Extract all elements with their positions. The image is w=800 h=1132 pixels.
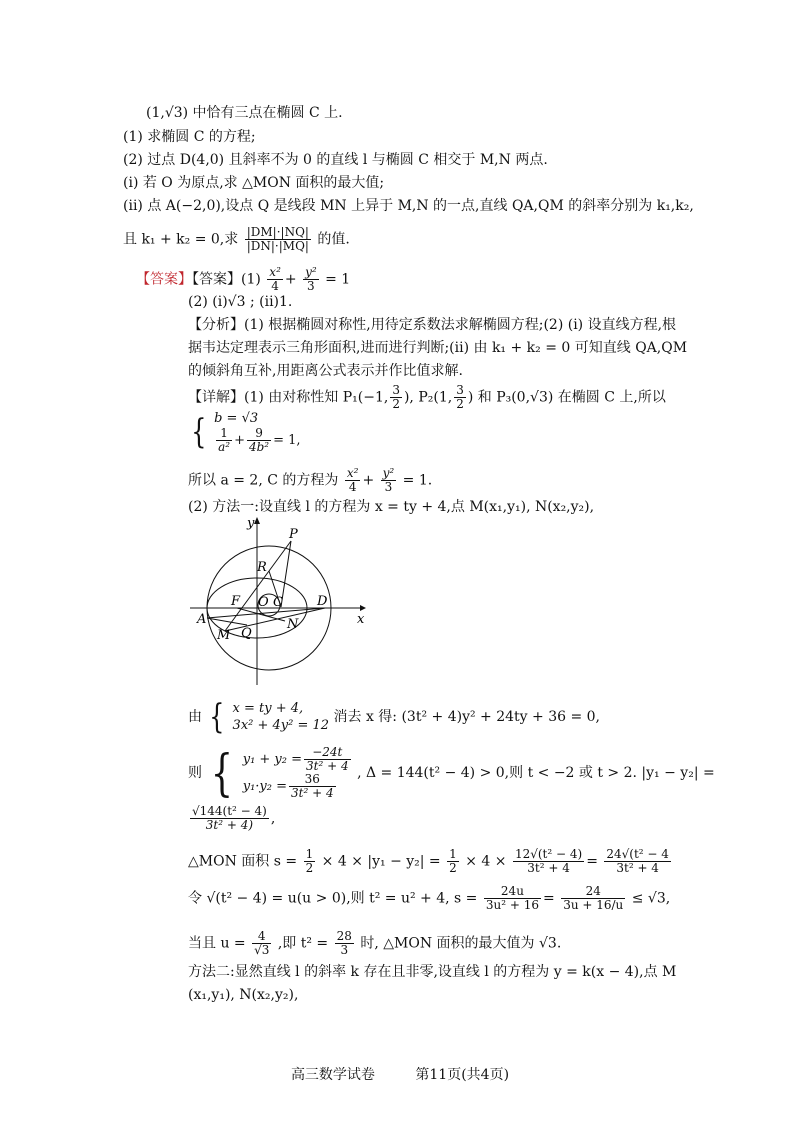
half-frac-a [304, 848, 316, 875]
footer-title: 高三数学试卷 [290, 1067, 375, 1083]
frac-3-2-a [390, 384, 402, 411]
system-b-row-1: x = ty + 4, [232, 701, 304, 716]
substitution-a: 令 √(t² − 4) = u(u > 0),则 t² = u² + 4, s = [188, 890, 478, 907]
footer-page-number: 第11页(共4页) [415, 1067, 510, 1083]
analysis-line-2: 据韦达定理表示三角形面积,进而进行判断;(ii) 由 k₁ + k₂ = 0 可知直线 QA,QM [188, 340, 688, 356]
label-m: M [217, 628, 231, 643]
sub-frac-2-den: 3u + 16/u [563, 898, 624, 912]
abs-diff-den: 3t² + 4) [205, 818, 254, 832]
detail-frac-y-den: 3 [384, 480, 393, 494]
label-r: R [257, 560, 267, 575]
system-a-rows [214, 410, 300, 454]
system-b-row-2: 3x² + 4y² = 12 [232, 718, 330, 733]
problem-line-3: (2) 过点 D(4,0) 且斜率不为 0 的直线 l 与椭圆 C 相交于 M,N 两点. [123, 152, 548, 168]
abs-diff-line: $\frac{\text{√144(t² − 4)}}{\text{3t² + 4)}}$ , [192, 804, 276, 832]
frac-1-a2-num: 1 [216, 427, 232, 441]
substitution-b: ≤ √3, [631, 890, 671, 907]
sub-frac-1-num: 24u [484, 885, 541, 899]
area-c: × 4 × [465, 853, 507, 870]
analysis-line-1: 【分析】(1) 根据椭圆对称性,用待定系数法求解椭圆方程;(2) (i) 设直线方程,根 [188, 317, 677, 333]
problem-line-2: (1) 求椭圆 C 的方程; [123, 129, 256, 145]
answer-line-1: 【答案】【答案】(1) $\frac{\text{x²}}{4}$ + $\frac{\text{y²}}{3}$ = 1 [136, 265, 351, 293]
label-d: D [317, 594, 328, 609]
analysis-line-3: 的倾斜角互补,用距离公式表示并作比值求解. [188, 363, 463, 379]
abs-diff-frac [190, 805, 269, 832]
x-axis-arrow [360, 605, 366, 611]
detail-line-1-a: 【详解】(1) 由对称性知 P₁(−1, [188, 389, 389, 406]
ratio-numerator: |DM|·|NQ| [246, 225, 309, 239]
problem-line-1: (1,√3) 中恰有三点在椭圆 C 上. [146, 105, 343, 121]
brace-a: { [191, 412, 207, 452]
problem-line-5: (ii) 点 A(−2,0),设点 Q 是线段 MN 上异于 M,N 的一点,直线 QA,QM 的斜率分别为 k₁,k₂, [123, 198, 694, 214]
ellipse-circle-figure [185, 515, 375, 690]
detail-frac-y [381, 467, 397, 494]
max-frac-2 [335, 930, 354, 957]
area-frac-2-num: 24√(t² − 4 [606, 847, 669, 861]
system-a-row-2-rhs: = 1 [273, 433, 297, 448]
maximum-b: ,即 t² = [277, 935, 329, 952]
line-m-d [225, 608, 325, 631]
area-b: × 4 × |y₁ − y₂| = [321, 853, 441, 870]
segment-r-p [269, 541, 291, 571]
vieta-line [188, 746, 715, 800]
page-footer [0, 1064, 800, 1084]
half-frac-b [447, 848, 459, 875]
max-frac-1-num: 4 [252, 930, 271, 944]
area-frac-1 [513, 848, 584, 875]
abs-diff-num: √144(t² − 4) [192, 804, 267, 818]
frac-3-2-a-den: 2 [392, 397, 400, 411]
system-c-row-1 [243, 746, 353, 773]
detail-frac-x-den: 4 [348, 480, 357, 494]
vieta-pre: 则 [188, 765, 202, 781]
ratio-fraction [245, 226, 311, 253]
system-c-row-2 [243, 773, 353, 800]
system-a-row-1: b = √3 [214, 411, 259, 426]
area-a: △MON 面积 s = [188, 853, 298, 870]
maximum-line [188, 930, 561, 957]
segment-a-q [207, 618, 247, 625]
system-c-row-1-lhs: y₁ + y₂ = [242, 752, 303, 767]
area-frac-1-den: 3t² + 4 [527, 861, 570, 875]
frac-3-2-b-num: 3 [456, 383, 464, 397]
problem-line-4: (i) 若 O 为原点,求 △MON 面积的最大值; [123, 175, 385, 191]
detail-frac-y-num: y² [382, 466, 395, 480]
detail-line-1-c: ) 和 P₃(0,√3) 在椭圆 C 上,所以 [467, 389, 666, 406]
max-frac-1 [252, 930, 271, 957]
label-x: x [357, 612, 365, 627]
sub-frac-2 [561, 885, 625, 912]
answer-frac-y-den: 3 [307, 279, 315, 293]
y-axis-arrow [254, 517, 260, 524]
label-p: P [289, 527, 298, 542]
detail-line-3: 所以 a = 2, C 的方程为 $\frac{\text{x²}}{4}$ + $\frac{\text{y²}}{3}$ = 1. [188, 466, 433, 494]
frac-prod [289, 773, 336, 800]
frac-3-2-a-num: 3 [392, 383, 400, 397]
max-frac-2-den: 3 [340, 943, 349, 957]
detail-line-1-b: ), P₂(1, [403, 389, 453, 406]
area-frac-1-num: 12√(t² − 4) [514, 847, 583, 861]
frac-sum-num: −24t [304, 746, 351, 760]
half-frac-b-num: 1 [449, 847, 457, 861]
maximum-c: 时, △MON 面积的最大值为 √3. [360, 935, 562, 952]
frac-1-a2-den: a² [218, 440, 231, 454]
label-o: O [258, 595, 269, 610]
sub-frac-2-num: 24 [561, 885, 625, 899]
detail-frac-x-num: x² [346, 466, 359, 480]
sub-frac-1 [484, 885, 541, 912]
method-2-line-2: (x₁,y₁), N(x₂,y₂), [188, 987, 299, 1003]
detail-line-1 [188, 384, 666, 411]
answer-line-2: (2) (i)√3 ; (ii)1. [188, 294, 293, 310]
frac-prod-den: 3t² + 4 [291, 786, 334, 800]
problem-line-6-text-a: 且 k₁ + k₂ = 0,求 [123, 231, 239, 248]
label-f: F [231, 594, 241, 609]
frac-9-4b2-den: 4b² [248, 440, 270, 454]
area-frac-2-den: 3t² + 4 [616, 861, 659, 875]
answer-1-label: (1) [241, 271, 261, 288]
half-frac-a-num: 1 [305, 847, 314, 861]
sub-frac-1-den: 3u² + 16 [485, 898, 539, 912]
brace-c: { [211, 744, 234, 802]
label-a: A [197, 612, 207, 627]
frac-1-a2 [216, 427, 232, 454]
answer-frac-x-den: 4 [271, 279, 279, 293]
max-frac-1-den: √3 [254, 943, 270, 957]
elimination-pre: 由 [188, 709, 202, 725]
label-c: C [273, 595, 283, 610]
problem-line-6-text-b: 的值. [317, 231, 350, 248]
half-frac-a-den: 2 [305, 861, 314, 875]
half-frac-b-den: 2 [449, 861, 457, 875]
detail-line-3-b: = 1. [402, 472, 433, 489]
detail-line-4: (2) 方法一:设直线 l 的方程为 x = ty + 4,点 M(x₁,y₁), N(x₂,y₂), [188, 499, 595, 515]
answer-tag-red: 【答案】 [136, 271, 192, 288]
system-c-row-2-lhs: y₁·y₂ = [242, 779, 287, 794]
system-a-row-2: $\frac{1}{\text{a²}}$ + $\frac{9}{\text{4b²}}$ = 1, [218, 426, 301, 454]
frac-3-2-b [454, 384, 466, 411]
answer-frac-x [267, 266, 283, 293]
max-frac-2-num: 28 [336, 929, 352, 943]
frac-9-4b2 [247, 427, 271, 454]
elimination-line [188, 697, 601, 737]
brace-b: { [209, 697, 225, 737]
answer-frac-x-num: x² [269, 265, 281, 279]
area-line: △MON 面积 s = $\frac{1}{2}$ × 4 × |y₁ − y₂| = $\frac{1}{2}$ × 4 × $\frac{\text{12√(t² − 4)}}{\text{3t² + 4}}$ = $\frac{\text{24√(t² − 4}}{\text{3t² + 4}}$ [188, 847, 669, 875]
system-c-rows [243, 746, 353, 800]
answer-1-rhs: = 1 [325, 271, 351, 288]
label-q: Q [241, 626, 252, 641]
substitution-line: 令 √(t² − 4) = u(u > 0),则 t² = u² + 4, s = $\frac{24u}{\text{3u² + 16}}$ = $\frac{24}{3u + 16/u}$ ≤ √3, [188, 884, 671, 912]
vieta-post: , Δ = 144(t² − 4) > 0,则 t < −2 或 t > 2. |y₁ − y₂| = [357, 765, 715, 781]
frac-3-2-b-den: 2 [456, 397, 464, 411]
method-2-line-1: 方法二:显然直线 l 的斜率 k 存在且非零,设直线 l 的方程为 y = k(x − 4),点 M [188, 964, 677, 980]
elimination-post: 消去 x 得: (3t² + 4)y² + 24ty + 36 = 0, [333, 709, 601, 725]
frac-sum [304, 746, 351, 773]
detail-line-3-a: 所以 a = 2, C 的方程为 [188, 472, 339, 489]
frac-sum-den: 3t² + 4 [306, 759, 349, 773]
label-n: N [287, 617, 299, 632]
area-frac-2 [604, 848, 671, 875]
frac-prod-num: 36 [289, 773, 336, 787]
maximum-a: 当且 u = [188, 935, 246, 952]
answer-tag: 【答案】 [192, 271, 241, 288]
answer-frac-y [303, 266, 319, 293]
detail-frac-x [345, 467, 361, 494]
label-y: y [247, 516, 255, 531]
problem-line-6 [123, 226, 350, 253]
answer-frac-y-num: y² [305, 265, 317, 279]
system-b-rows [233, 700, 330, 734]
ratio-denominator: |DN|·|MQ| [246, 239, 309, 253]
frac-9-4b2-num: 9 [247, 427, 271, 441]
system-a [188, 410, 301, 454]
